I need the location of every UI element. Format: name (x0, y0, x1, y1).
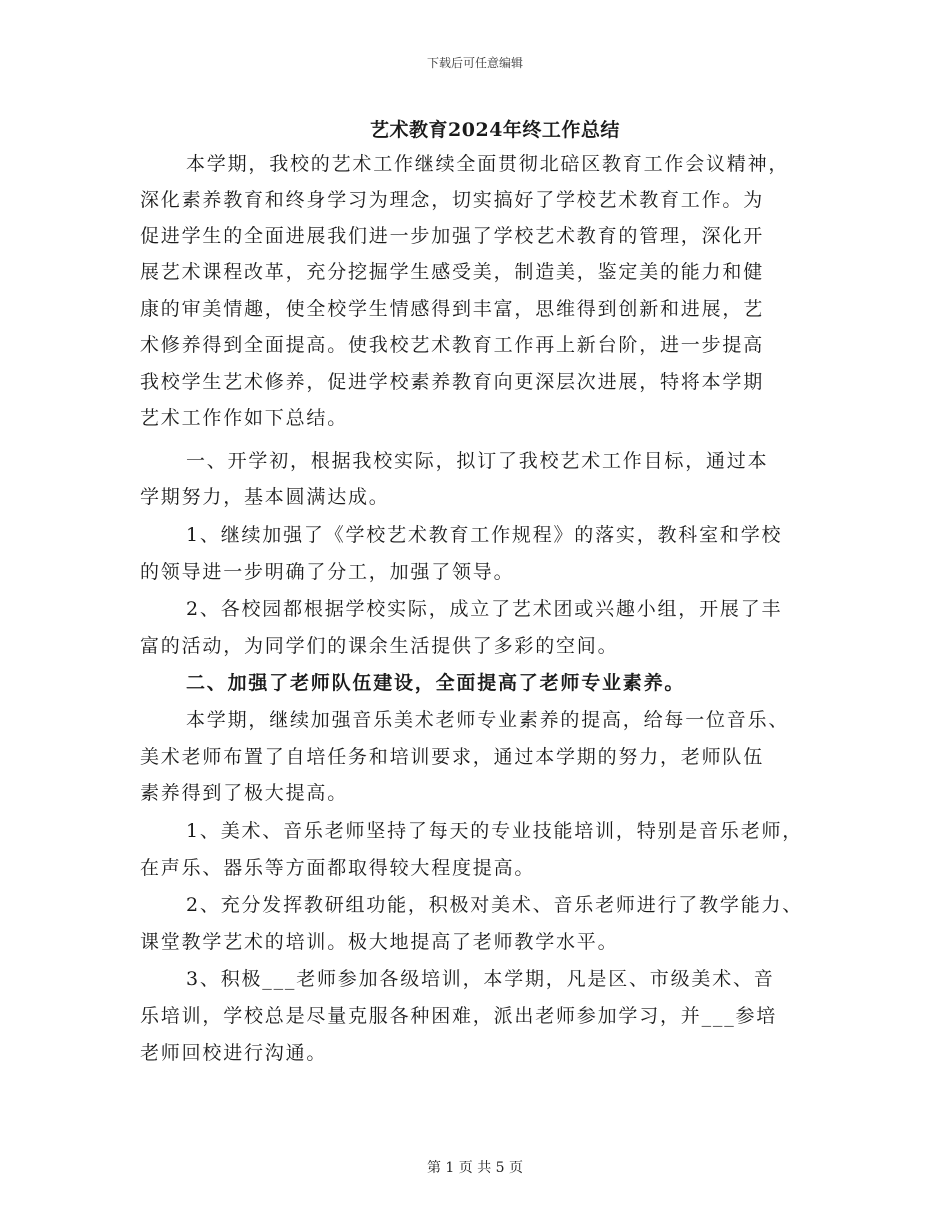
body-line: 艺术工作作如下总结。 (140, 407, 349, 429)
body-line: 富的活动，为同学们的课余生活提供了多彩的空间。 (140, 635, 619, 657)
body-line: 康的审美情趣，使全校学生情感得到丰富，思维得到创新和进展，艺 (140, 298, 765, 320)
body-line: 展艺术课程改革，充分挖掘学生感受美，制造美，鉴定美的能力和健 (140, 261, 765, 283)
body-line: 一、开学初，根据我校实际，拟订了我校艺术工作目标，通过本 (186, 450, 769, 472)
body-line: 乐培训，学校总是尽量克服各种困难，派出老师参加学习，并___参培 (140, 1005, 778, 1027)
body-line: 2、充分发挥教研组功能，积极对美术、音乐老师进行了教学能力、 (186, 894, 804, 916)
body-line: 老师回校进行沟通。 (140, 1042, 328, 1064)
header-note: 下载后可任意编辑 (426, 56, 523, 70)
body-line: 术修养得到全面提高。使我校艺术教育工作再上新台阶，进一步提高 (140, 334, 765, 356)
body-line: 1、美术、音乐老师坚持了每天的专业技能培训，特别是音乐老师， (186, 820, 804, 842)
section-heading: 二、加强了老师队伍建设，全面提高了老师专业素养。 (186, 672, 686, 694)
body-line: 1、继续加强了《学校艺术教育工作规程》的落实，教科室和学校 (186, 524, 783, 546)
body-line: 美术老师布置了自培任务和培训要求，通过本学期的努力，老师队伍 (140, 746, 765, 768)
body-line: 深化素养教育和终身学习为理念，切实搞好了学校艺术教育工作。为 (140, 189, 765, 211)
body-line: 3、积极___老师参加各级培训，本学期，凡是区、市级美术、音 (186, 968, 775, 990)
body-line: 促进学生的全面进展我们进一步加强了学校艺术教育的管理，深化开 (140, 225, 765, 247)
body-line: 的领导进一步明确了分工，加强了领导。 (140, 561, 515, 583)
page-footer: 第 1 页 共 5 页 (426, 1160, 524, 1176)
document-title: 艺术教育2024年终工作总结 (370, 119, 620, 141)
body-line: 素养得到了极大提高。 (140, 782, 349, 804)
body-line: 本学期，继续加强音乐美术老师专业素养的提高，给每一位音乐、 (186, 709, 790, 731)
body-line: 在声乐、器乐等方面都取得较大程度提高。 (140, 857, 536, 879)
body-line: 2、各校园都根据学校实际，成立了艺术团或兴趣小组，开展了丰 (186, 598, 783, 620)
body-line: 课堂教学艺术的培训。极大地提高了老师教学水平。 (140, 931, 619, 953)
body-line: 本学期，我校的艺术工作继续全面贯彻北碚区教育工作会议精神， (186, 153, 790, 175)
body-line: 学期努力，基本圆满达成。 (140, 486, 390, 508)
body-line: 我校学生艺术修养，促进学校素养教育向更深层次进展，特将本学期 (140, 371, 765, 393)
